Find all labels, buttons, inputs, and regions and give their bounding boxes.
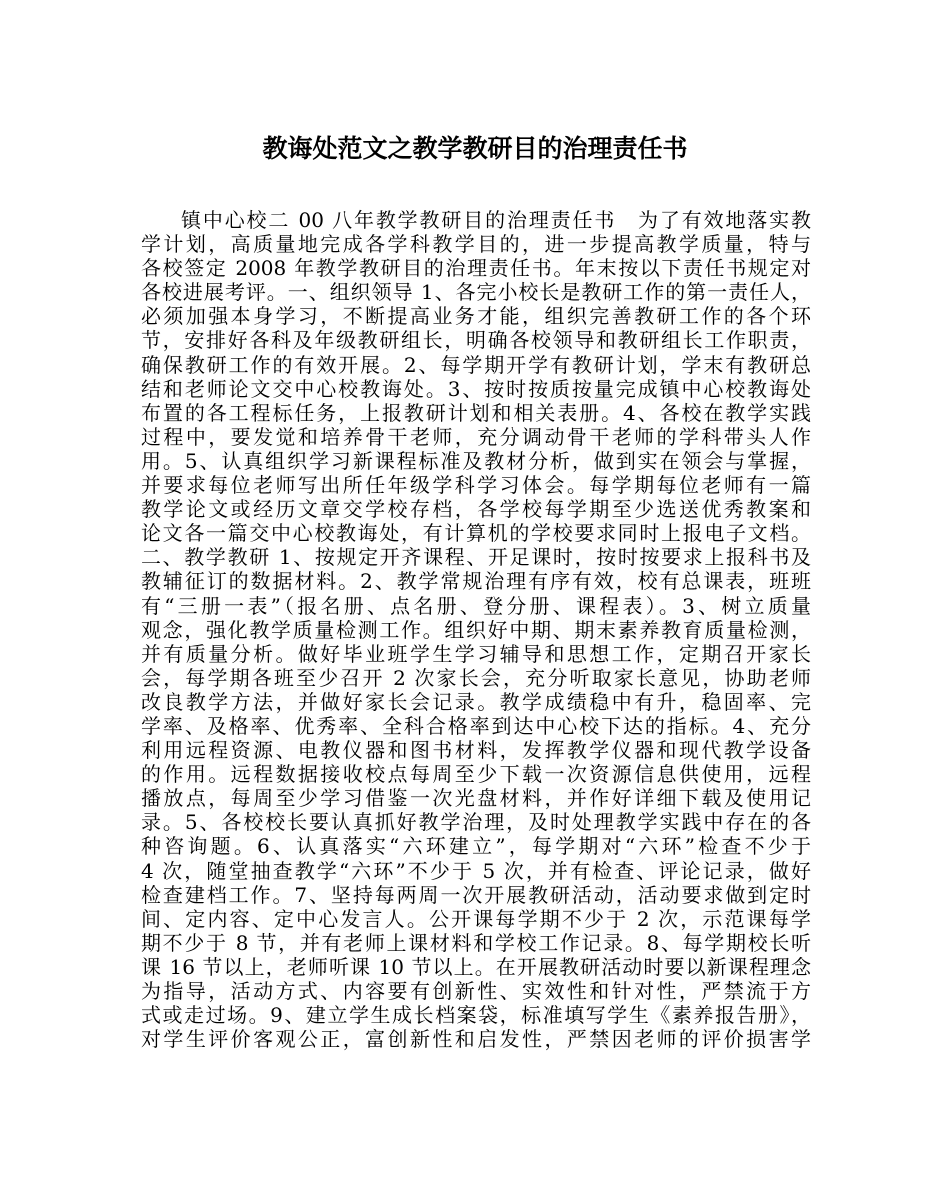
- body-line: 布置的各工程标任务，上报教研计划和相关表册。4、各校在教学实践: [141, 400, 811, 425]
- body-line: 对学生评价客观公正，富创新性和启发性，严禁因老师的评价损害学: [141, 1027, 811, 1052]
- body-line: 二、教学教研 1、按规定开齐课程、开足课时，按时按要求上报科书及: [141, 545, 811, 570]
- body-line: 各校进展考评。一、组织领导 1、各完小校长是教研工作的第一责任人，: [141, 280, 811, 305]
- body-line: 并有质量分析。做好毕业班学生学习辅导和思想工作，定期召开家长: [141, 641, 811, 666]
- body-line: 观念，强化教学质量检测工作。组织好中期、期末素养教育质量检测，: [141, 617, 811, 642]
- body-line: 教辅征订的数据材料。2、教学常规治理有序有效，校有总课表，班班: [141, 569, 811, 594]
- body-line: 论文各一篇交中心校教诲处，有计算机的学校要求同时上报电子文档。: [141, 521, 811, 546]
- document-title: 教诲处范文之教学教研目的治理责任书: [262, 134, 688, 163]
- body-line: 过程中，要发觉和培养骨干老师，充分调动骨干老师的学科带头人作: [141, 424, 811, 449]
- body-line: 种咨询题。6、认真落实“六环建立”，每学期对“六环”检查不少于: [141, 834, 811, 859]
- body-line: 必须加强本身学习，不断提高业务才能，组织完善教研工作的各个环: [141, 304, 811, 329]
- body-line: 各校签定 2008 年教学教研目的治理责任书。年末按以下责任书规定对: [141, 256, 811, 281]
- body-line: 改良教学方法，并做好家长会记录。教学成绩稳中有升，稳固率、完: [141, 689, 811, 714]
- body-line: 用。5、认真组织学习新课程标准及教材分析，做到实在领会与掌握，: [141, 448, 811, 473]
- body-line: 会，每学期各班至少召开 2 次家长会，充分听取家长意见，协助老师: [141, 665, 811, 690]
- body-line: 有“三册一表”（报名册、点名册、登分册、课程表）。3、树立质量: [141, 593, 811, 618]
- document-body: [141, 208, 811, 1051]
- body-line: 教学论文或经历文章交学校存档，各学校每学期至少选送优秀教案和: [141, 497, 811, 522]
- body-line: 间、定内容、定中心发言人。公开课每学期不少于 2 次，示范课每学: [141, 906, 811, 931]
- body-line: 结和老师论文交中心校教诲处。3、按时按质按量完成镇中心校教诲处: [141, 376, 811, 401]
- body-line: 并要求每位老师写出所任年级学科学习体会。每学期每位老师有一篇: [141, 473, 811, 498]
- body-line: 式或走过场。9、建立学生成长档案袋，标准填写学生《素养报告册》，: [141, 1003, 811, 1028]
- body-line: 课 16 节以上，老师听课 10 节以上。在开展教研活动时要以新课程理念: [141, 954, 811, 979]
- body-line: 检查建档工作。7、坚持每两周一次开展教研活动，活动要求做到定时: [141, 882, 811, 907]
- body-line: 录。5、各校校长要认真抓好教学治理，及时处理教学实践中存在的各: [141, 810, 811, 835]
- body-line: 节，安排好各科及年级教研组长，明确各校领导和教研组长工作职责，: [141, 328, 811, 353]
- body-line: 播放点，每周至少学习借鉴一次光盘材料，并作好详细下载及使用记: [141, 786, 811, 811]
- body-line: 学计划，高质量地完成各学科教学目的，进一步提高教学质量，特与: [141, 232, 811, 257]
- body-line: 确保教研工作的有效开展。2、每学期开学有教研计划，学末有教研总: [141, 352, 811, 377]
- body-line: 的作用。远程数据接收校点每周至少下载一次资源信息供使用，远程: [141, 762, 811, 787]
- body-line: 4 次，随堂抽查教学“六环”不少于 5 次，并有检查、评论记录，做好: [141, 858, 811, 883]
- body-line: 学率、及格率、优秀率、全科合格率到达中心校下达的指标。4、充分: [141, 713, 811, 738]
- body-line: 利用远程资源、电教仪器和图书材料，发挥教学仪器和现代教学设备: [141, 738, 811, 763]
- body-line: 镇中心校二 00 八年教学教研目的治理责任书 为了有效地落实教: [181, 208, 811, 232]
- body-line: 为指导，活动方式、内容要有创新性、实效性和针对性，严禁流于方: [141, 979, 811, 1003]
- body-line: 期不少于 8 节，并有老师上课材料和学校工作记录。8、每学期校长听: [141, 930, 811, 955]
